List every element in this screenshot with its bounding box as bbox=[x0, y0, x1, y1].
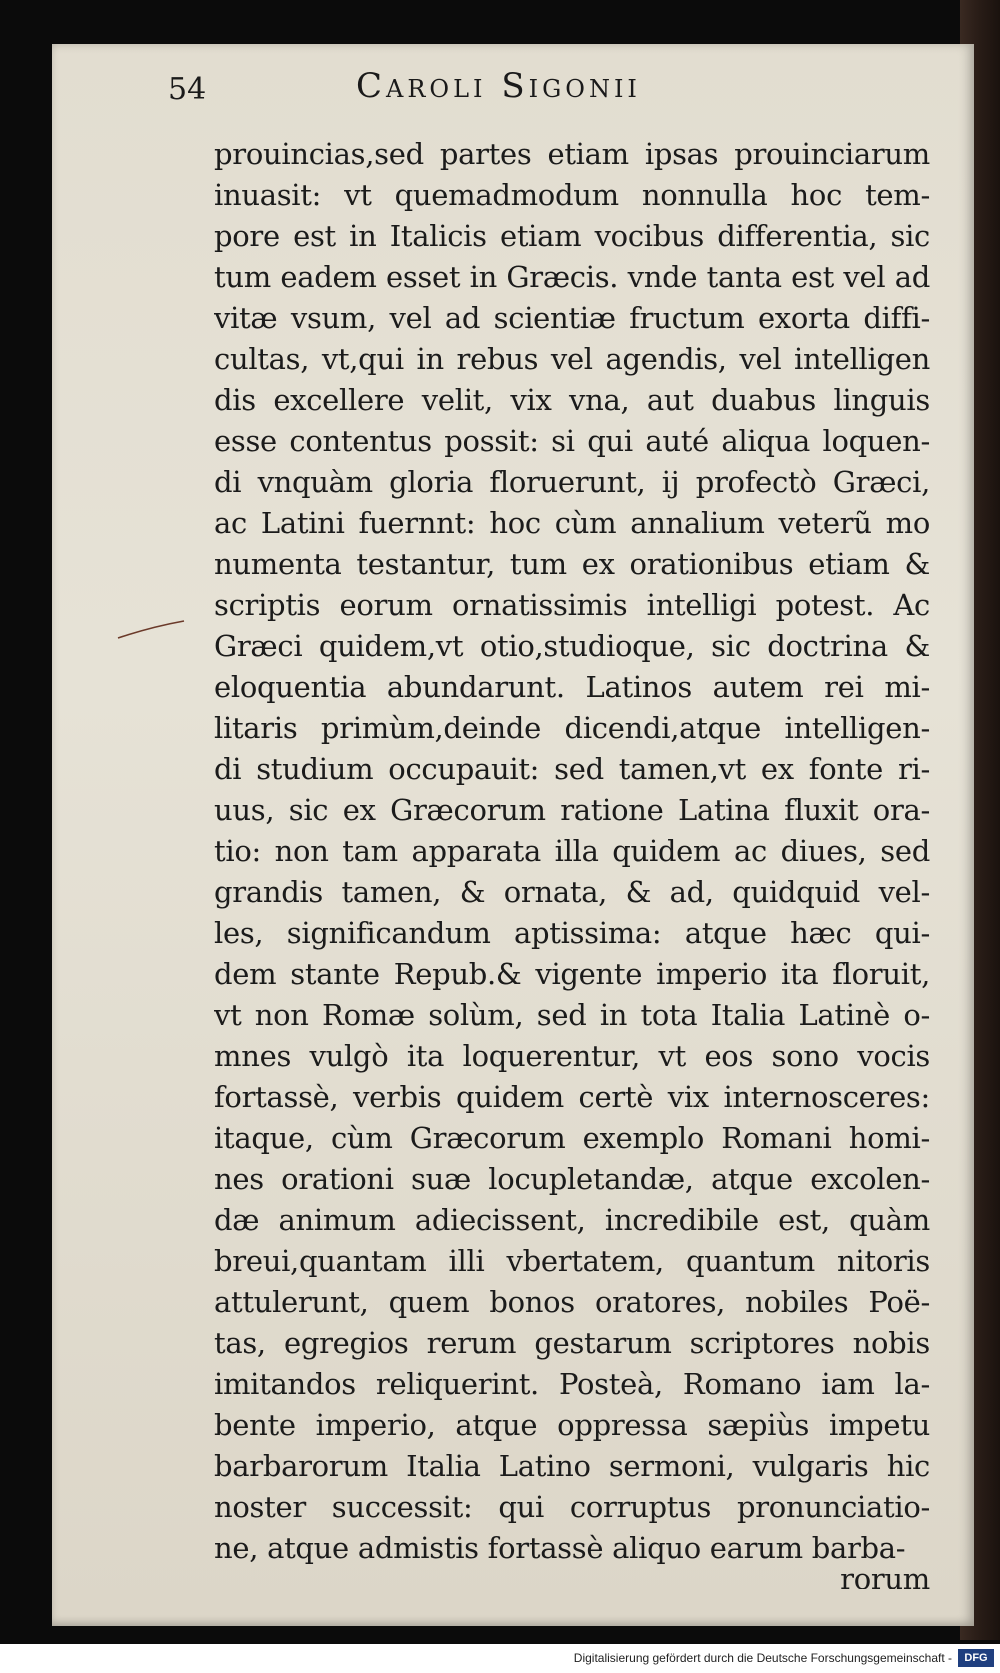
text-line: dis excellere velit, vix vna, aut duabus linguis bbox=[214, 383, 930, 417]
text-line: attulerunt, quem bonos oratores, nobiles Poë- bbox=[214, 1285, 930, 1319]
text-line: dæ animum adiecissent, incredibile est, quàm bbox=[214, 1203, 930, 1237]
text-line: vt non Romæ solùm, sed in tota Italia Latinè o- bbox=[214, 998, 930, 1032]
text-line: ac Latini fuernnt: hoc cùm annalium veterũ mo bbox=[214, 506, 930, 540]
text-line: tio: non tam apparata illa quidem ac diues, sed bbox=[214, 834, 930, 868]
text-line: di vnquàm gloria floruerunt, ij profectò Græci, bbox=[214, 465, 930, 499]
page-header bbox=[168, 66, 868, 110]
text-line: vitæ vsum, vel ad scientiæ fructum exorta diffi- bbox=[214, 301, 930, 335]
text-line: cultas, vt,qui in rebus vel agendis, vel intelligen bbox=[214, 342, 930, 376]
text-line: inuasit: vt quemadmodum nonnulla hoc tem- bbox=[214, 178, 930, 212]
text-line: di studium occupauit: sed tamen,vt ex fonte ri- bbox=[214, 752, 930, 786]
catchword: rorum bbox=[840, 1569, 930, 1589]
text-line: les, significandum aptissima: atque hæc qui- bbox=[214, 916, 930, 950]
text-line: ne, atque admistis fortassè aliquo earum barba- bbox=[214, 1531, 906, 1565]
text-line: itaque, cùm Græcorum exemplo Romani homi- bbox=[214, 1121, 930, 1155]
text-line: dem stante Repub.& vigente imperio ita floruit, bbox=[214, 957, 930, 991]
text-line: nes orationi suæ locupletandæ, atque excolen- bbox=[214, 1162, 930, 1196]
page-number: 54 bbox=[168, 72, 207, 107]
text-line: esse contentus possit: si qui auté aliqua loquen- bbox=[214, 424, 930, 458]
text-line: uus, sic ex Græcorum ratione Latina fluxit ora- bbox=[214, 793, 930, 827]
text-line: pore est in Italicis etiam vocibus differentia, sic bbox=[214, 219, 930, 253]
dfg-logo: DFG bbox=[958, 1649, 994, 1667]
text-line: scriptis eorum ornatissimis intelligi potest. Ac bbox=[214, 588, 930, 622]
margin-pencil-mark bbox=[116, 618, 186, 642]
text-line: prouincias,sed partes etiam ipsas prouinciarum bbox=[214, 137, 930, 171]
footer-bar bbox=[0, 1644, 1000, 1673]
funding-credit: Digitalisierung gefördert durch die Deutsche Forschungsgemeinschaft - bbox=[573, 1651, 952, 1665]
text-line: numenta testantur, tum ex orationibus etiam & bbox=[214, 547, 930, 581]
text-line: eloquentia abundarunt. Latinos autem rei mi- bbox=[214, 670, 930, 704]
text-line: tas, egregios rerum gestarum scriptores nobis bbox=[214, 1326, 930, 1360]
text-line: noster successit: qui corruptus pronunciatio- bbox=[214, 1490, 930, 1524]
text-line: grandis tamen, & ornata, & ad, quidquid vel- bbox=[214, 875, 930, 909]
text-line: breui,quantam illi vbertatem, quantum nitoris bbox=[214, 1244, 930, 1278]
text-line: tum eadem esset in Græcis. vnde tanta est vel ad bbox=[214, 260, 930, 294]
text-line: imitandos reliquerint. Posteà, Romano iam la- bbox=[214, 1367, 930, 1401]
text-line: fortassè, verbis quidem certè vix internosceres: bbox=[214, 1080, 930, 1114]
running-title: Caroli Sigonii bbox=[356, 66, 641, 106]
text-line: litaris primùm,deinde dicendi,atque intelligen- bbox=[214, 711, 930, 745]
text-line: barbarorum Italia Latino sermoni, vulgaris hic bbox=[214, 1449, 930, 1483]
text-line: bente imperio, atque oppressa sæpiùs impetu bbox=[214, 1408, 930, 1442]
text-line: Græci quidem,vt otio,studioque, sic doctrina & bbox=[214, 629, 930, 663]
body-text bbox=[214, 134, 930, 1604]
text-line: mnes vulgò ita loquerentur, vt eos sono vocis bbox=[214, 1039, 930, 1073]
